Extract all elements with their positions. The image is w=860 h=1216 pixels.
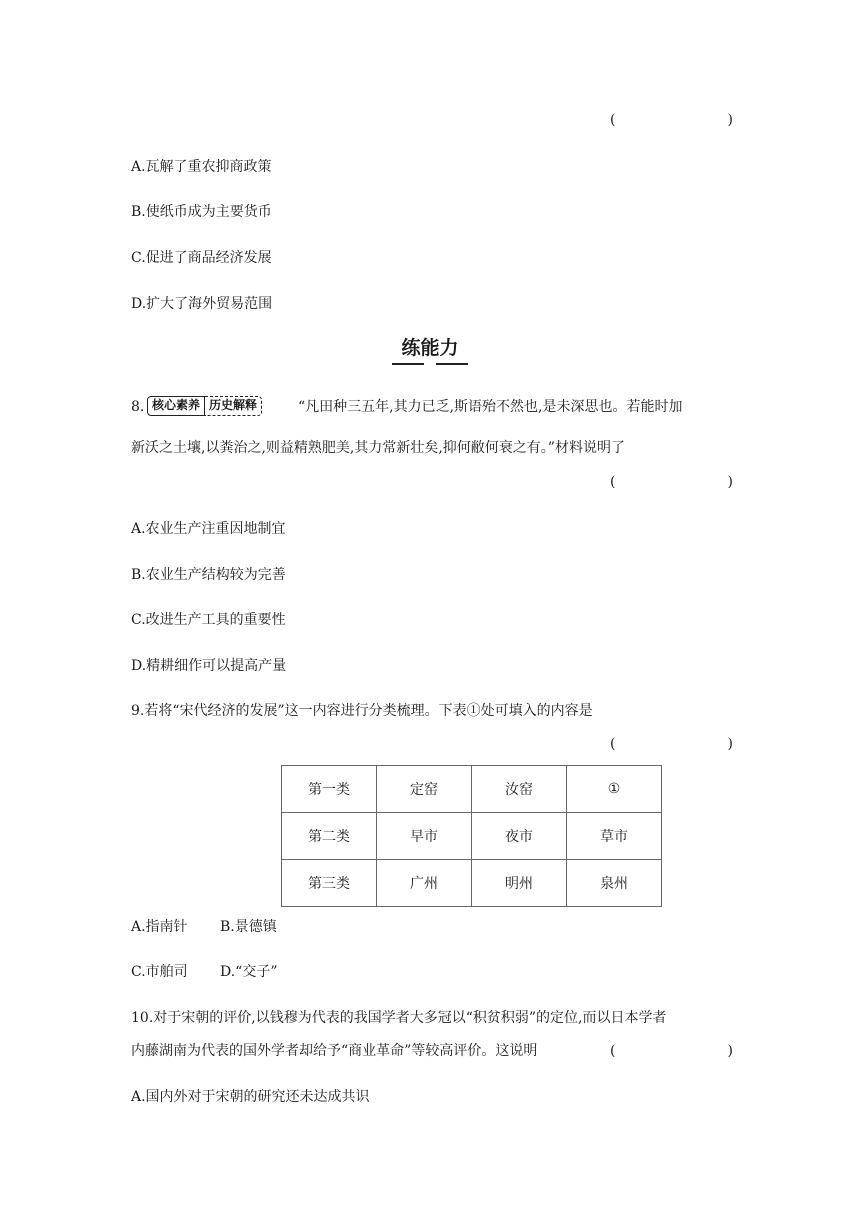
q10-stem-line1: 10.对于宋朝的评价,以钱穆为代表的我国学者大多冠以“积贫积弱”的定位,而以日本学者: [131, 1010, 667, 1026]
section-title: [0, 333, 860, 360]
table-cell: 明州: [472, 860, 567, 907]
q8-option-b: B.农业生产结构较为完善: [131, 567, 286, 583]
q7-option-d: D.扩大了海外贸易范围: [131, 296, 273, 312]
table-cell: ①: [567, 766, 662, 813]
q9-classification-table: [281, 765, 662, 907]
table-cell: 定窑: [377, 766, 472, 813]
q8-answer-bracket: ( ): [610, 474, 733, 490]
q9-option-c: C.市舶司: [131, 964, 188, 980]
table-row: [282, 766, 662, 813]
table-cell: 第三类: [282, 860, 377, 907]
q8-option-a: A.农业生产注重因地制宜: [131, 521, 286, 537]
q9-stem: 9.若将“宋代经济的发展”这一内容进行分类梳理。下表①处可填入的内容是: [131, 703, 593, 719]
q8-stem-line1: “凡田种三五年,其力已乏,斯语殆不然也,是未深思也。若能时加: [298, 399, 683, 415]
q8-stem-line2: 新沃之土壤,以粪治之,则益精熟肥美,其力常新壮矣,抑何敝何衰之有。”材料说明了: [131, 440, 625, 456]
core-literacy-tag: 核心素养: [147, 396, 205, 416]
q9-option-a: A.指南针: [131, 919, 188, 935]
q8-option-d: D.精耕细作可以提高产量: [131, 658, 287, 674]
title-underline-right: [436, 363, 468, 365]
q7-answer-bracket: ( ): [610, 112, 733, 128]
table-cell: 第一类: [282, 766, 377, 813]
q8-tag: [147, 396, 262, 416]
history-interpretation-tag: 历史解释: [205, 396, 262, 416]
q8-number: 8.: [131, 399, 145, 415]
q8-option-c: C.改进生产工具的重要性: [131, 612, 286, 628]
q9-option-b: B.景德镇: [220, 919, 277, 935]
table-cell: 草市: [567, 813, 662, 860]
q7-option-c: C.促进了商品经济发展: [131, 250, 272, 266]
table-cell: 第二类: [282, 813, 377, 860]
title-underline-left: [392, 363, 424, 365]
q7-option-b: B.使纸币成为主要货币: [131, 204, 272, 220]
table-cell: 早市: [377, 813, 472, 860]
q9-option-d: D.“交子”: [220, 964, 278, 980]
q7-option-a: A.瓦解了重农抑商政策: [131, 159, 272, 175]
q10-stem-line2: 内藤湖南为代表的国外学者却给予“商业革命”等较高评价。这说明: [131, 1043, 538, 1059]
table-cell: 夜市: [472, 813, 567, 860]
table-cell: 广州: [377, 860, 472, 907]
table-row: [282, 813, 662, 860]
table-cell: 泉州: [567, 860, 662, 907]
q10-answer-bracket: ( ): [610, 1043, 733, 1059]
q10-option-a: A.国内外对于宋朝的研究还未达成共识: [131, 1089, 370, 1105]
table-row: [282, 860, 662, 907]
table-cell: 汝窑: [472, 766, 567, 813]
section-title-text: 练能力: [401, 337, 459, 359]
q9-answer-bracket: ( ): [610, 736, 733, 752]
